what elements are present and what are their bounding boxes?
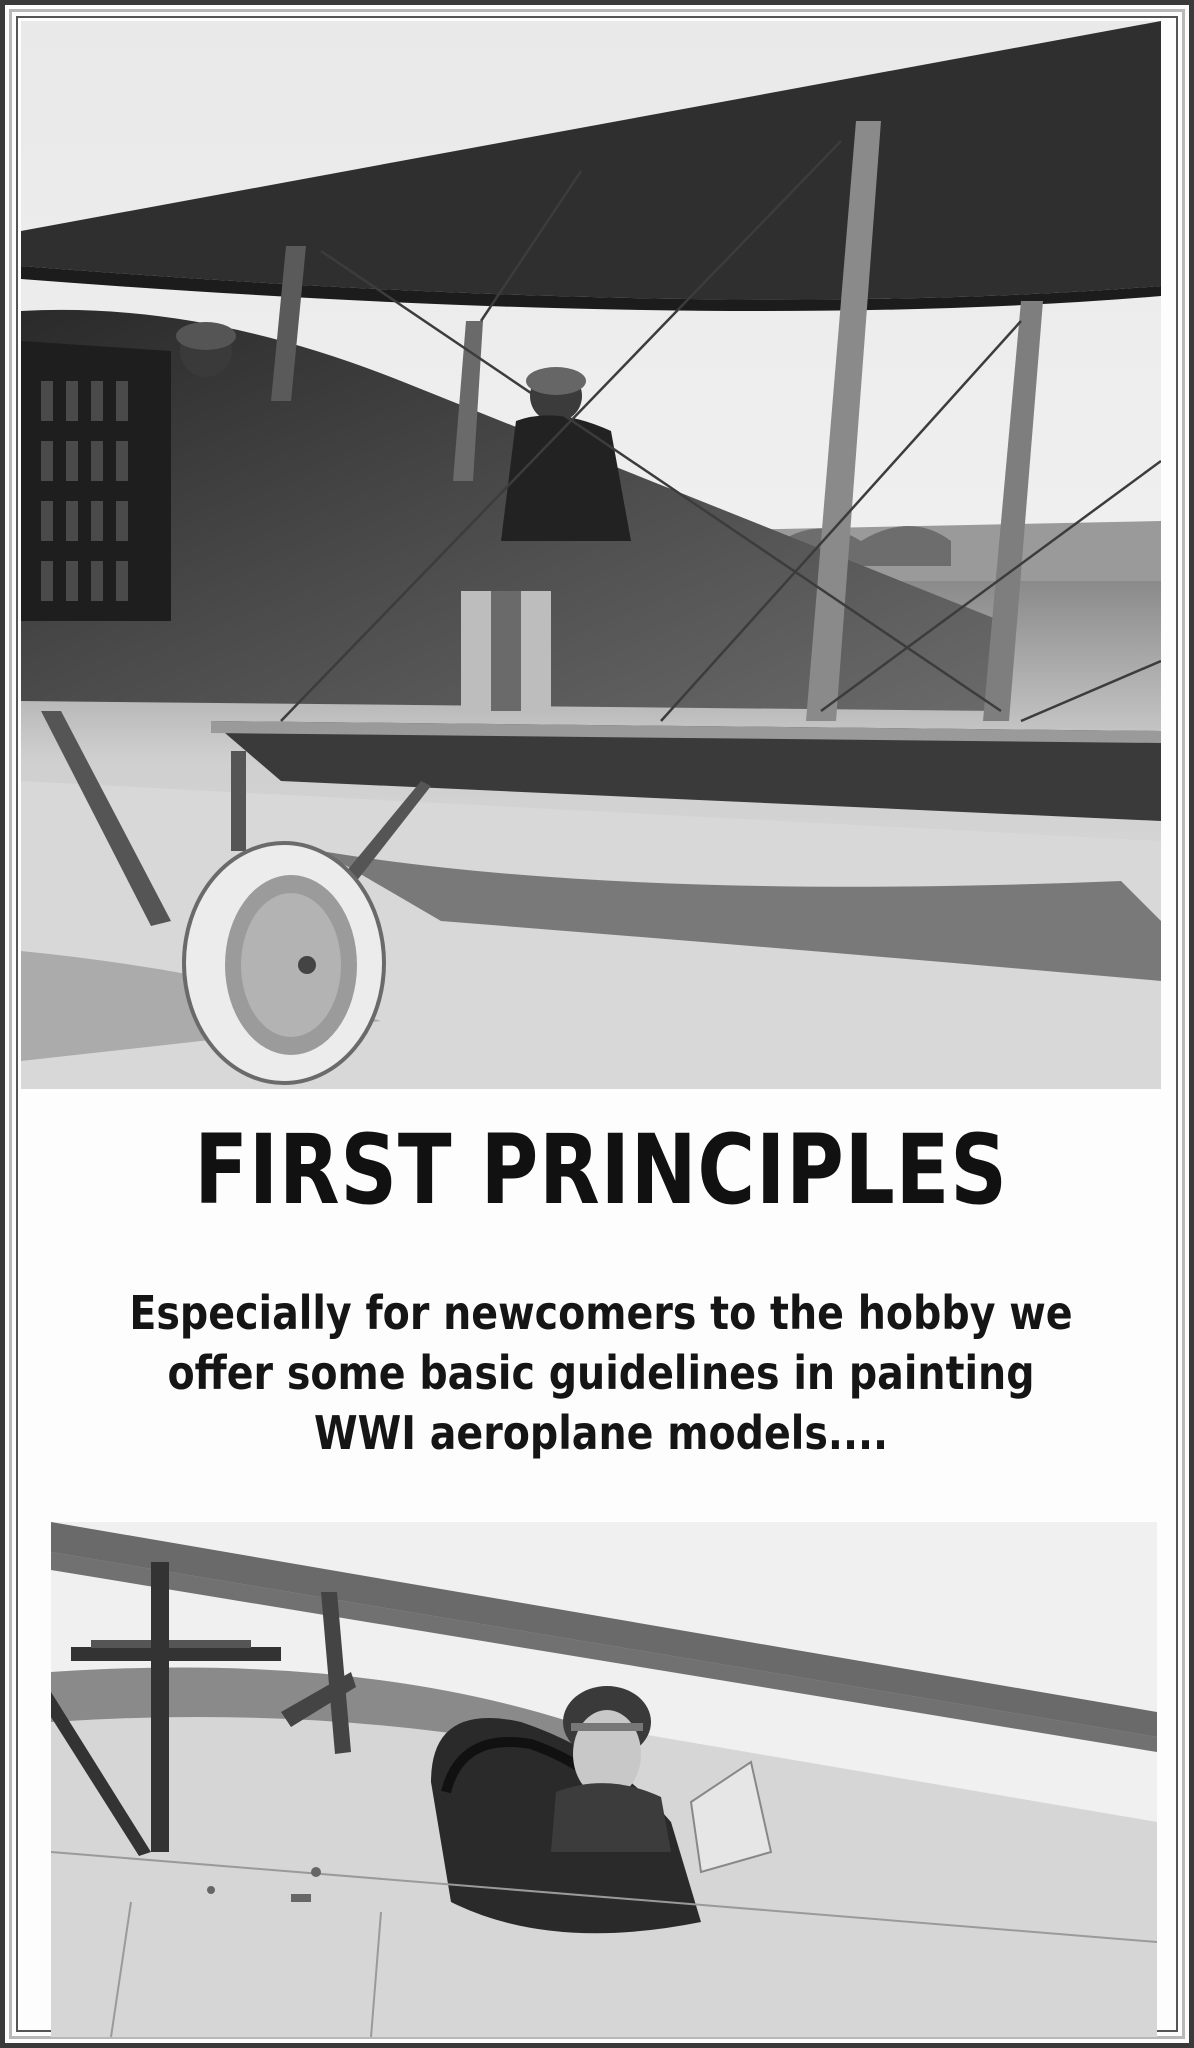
bottom-photo-pilot xyxy=(51,1522,1157,2037)
standfirst-line: WWI aeroplane models.... xyxy=(313,1406,889,1460)
standfirst-line: offer some basic guidelines in painting xyxy=(167,1346,1035,1400)
article-standfirst xyxy=(102,1283,1100,1463)
standfirst-line: Especially for newcomers to the hobby we xyxy=(129,1286,1073,1340)
article-title: FIRST PRINCIPLES xyxy=(194,1114,1008,1226)
top-photo-biplane xyxy=(21,21,1161,1089)
